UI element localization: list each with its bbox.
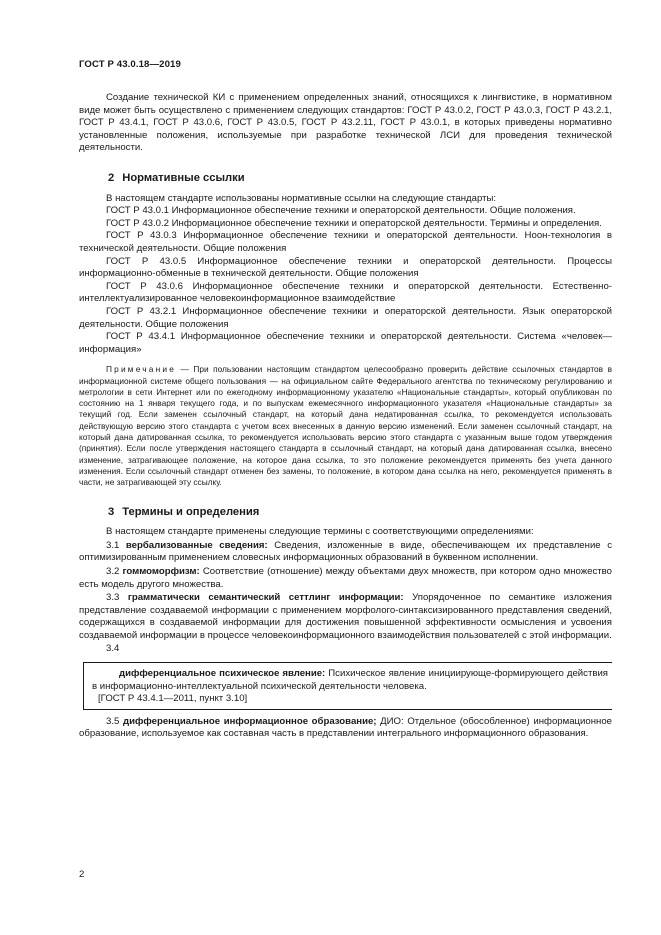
page-body — [79, 88, 612, 741]
term-source: [ГОСТ Р 43.4.1—2011, пункт 3.10] — [98, 693, 248, 705]
normative-reference: ГОСТ Р 43.2.1 Информационное обеспечение техники и операторской деятельности. Язык операторской деятельности. Общие положения — [79, 305, 612, 330]
quoted-term-box — [83, 662, 612, 710]
normative-reference: ГОСТ Р 43.0.3 Информационное обеспечение техники и операторской деятельности. Ноон-технология в технической деятельности. Общие положения — [79, 230, 612, 254]
section-number: 3 — [108, 505, 115, 518]
term-definition: Соответствие (отношение) между объектами двух множеств, при котором одно множество есть модель другого множества. — [79, 565, 613, 590]
normative-reference: ГОСТ Р 43.4.1 Информационное обеспечение техники и операторской деятельности. Система «человек—информация» — [79, 331, 612, 355]
normative-reference: ГОСТ Р 43.0.5 Информационное обеспечение техники и операторской деятельности. Процессы информационно-обменные в технической деятельности. Общие положения — [79, 255, 612, 280]
section-title: Нормативные ссылки — [122, 171, 245, 184]
term-number: 3.1 — [106, 539, 120, 551]
page-number: 2 — [79, 869, 85, 880]
term-name: дифференциальное информационное образование; — [123, 715, 377, 727]
term-entry — [79, 566, 612, 591]
normative-reference: ГОСТ Р 43.0.1 Информационное обеспечение техники и операторской деятельности. Общие положения. — [106, 205, 576, 217]
term-number: 3.2 — [106, 565, 120, 577]
term-definition: Сведения, изложенные в виде, обеспечивающем их представление с оптимизированным применением словесных информационных образований в буквенном исполнении. — [79, 539, 612, 564]
term-number-only: 3.4 — [106, 643, 120, 655]
term-name: гоммоморфизм: — [122, 565, 200, 577]
normative-reference: ГОСТ Р 43.0.2 Информационное обеспечение техники и операторской деятельности. Термины и определения. — [106, 217, 602, 229]
term-number: 3.3 — [106, 592, 120, 604]
term-number: 3.5 — [106, 715, 120, 727]
section-2-heading — [108, 172, 612, 185]
term-entry — [79, 592, 612, 642]
term-name: вербализованные сведения: — [125, 539, 268, 551]
section-title: Термины и определения — [122, 505, 260, 518]
term-entry — [79, 540, 612, 565]
note-text: — При пользовании настоящим стандартом целесообразно проверить действие ссылочных стандартов в информационной системе общего пользования — на официальном сайте Федерального агентства по техническому регулированию и метрологии в сети Интернет или по ежегодному информационному указателю «Национальные стандарты», который опубликован по состоянию на 1 января текущего года, и по выпускам ежемесячного информационного указателя «Национальные стандарты» за текущий год. Если заменен ссылочный стандарт, на который дана недатированная ссылка, то рекомендуется использовать действующую версию этого стандарта с учетом всех внесенных в данную версию изменений. Если заменен ссылочный стандарт, на который дана датированная ссылка, то рекомендуется использовать версию этого стандарта с указанным выше годом утверждения (принятия). Если после утверждения настоящего стандарта в ссылочный стандарт, на который дана датированная ссылка, внесено изменение, затрагивающее положение, на которое дана ссылка, то это положение рекомендуется применять без учета данного изменения. Если ссылочный стандарт отменен без замены, то положение, в котором дана ссылка на него, рекомендуется применять в части, не затрагивающей эту ссылку. — [79, 364, 612, 488]
term-name: грамматически семантический сеттлинг информации: — [127, 592, 404, 604]
document-header: ГОСТ Р 43.0.18—2019 — [79, 59, 181, 70]
term-definition: Психическое явление инициирующе-формирующего действия в информационно-интеллектуальной психической деятельности человека. — [92, 668, 608, 692]
term-entry — [79, 716, 612, 741]
term-entry — [92, 668, 608, 693]
term-definition: Упорядоченное по семантике изложения представление создаваемой информации с применением морфолого-синтаксизированного представления сведений, содержащихся в создаваемой информации для достижения повышенной эффективности осмысления и усвоения создаваемой информации в процессе человекоинформационного взаимодействия пользователей с этой информации. — [79, 592, 612, 641]
intro-paragraph: Создание технической КИ с применением определенных знаний, относящихся к лингвистике, в нормативном виде может быть осуществлено с применением следующих стандартов: ГОСТ Р 43.0.2, ГОСТ Р 43.0.3, ГОСТ Р 43.2.1, ГОСТ Р 43.4.1, ГОСТ Р 43.0.6, ГОСТ Р 43.0.5, ГОСТ Р 43.2.11, ГОСТ Р 43.0.1, в которых приведены нормативно установленные положения, используемые при разработке технической ЛСИ для проведения технической деятельности. — [79, 92, 612, 154]
reference-note — [79, 364, 612, 488]
section-2-lead: В настоящем стандарте использованы нормативные ссылки на следующие стандарты: — [106, 192, 497, 204]
section-3-heading — [108, 506, 612, 519]
section-number: 2 — [108, 171, 115, 184]
term-name: дифференциальное психическое явление: — [119, 668, 326, 680]
term-definition: ДИО: Отдельное (обособленное) информационное образование, используемое как составная часть в представлении интегрального информационного образования. — [79, 715, 613, 740]
note-label: Примечание — [106, 364, 177, 375]
normative-reference: ГОСТ Р 43.0.6 Информационное обеспечение техники и операторской деятельности. Естественно-интеллектуализированное человекоинформационное взаимодействие — [79, 280, 612, 305]
section-3-lead: В настоящем стандарте применены следующие термины с соответствующими определениями: — [106, 526, 534, 538]
